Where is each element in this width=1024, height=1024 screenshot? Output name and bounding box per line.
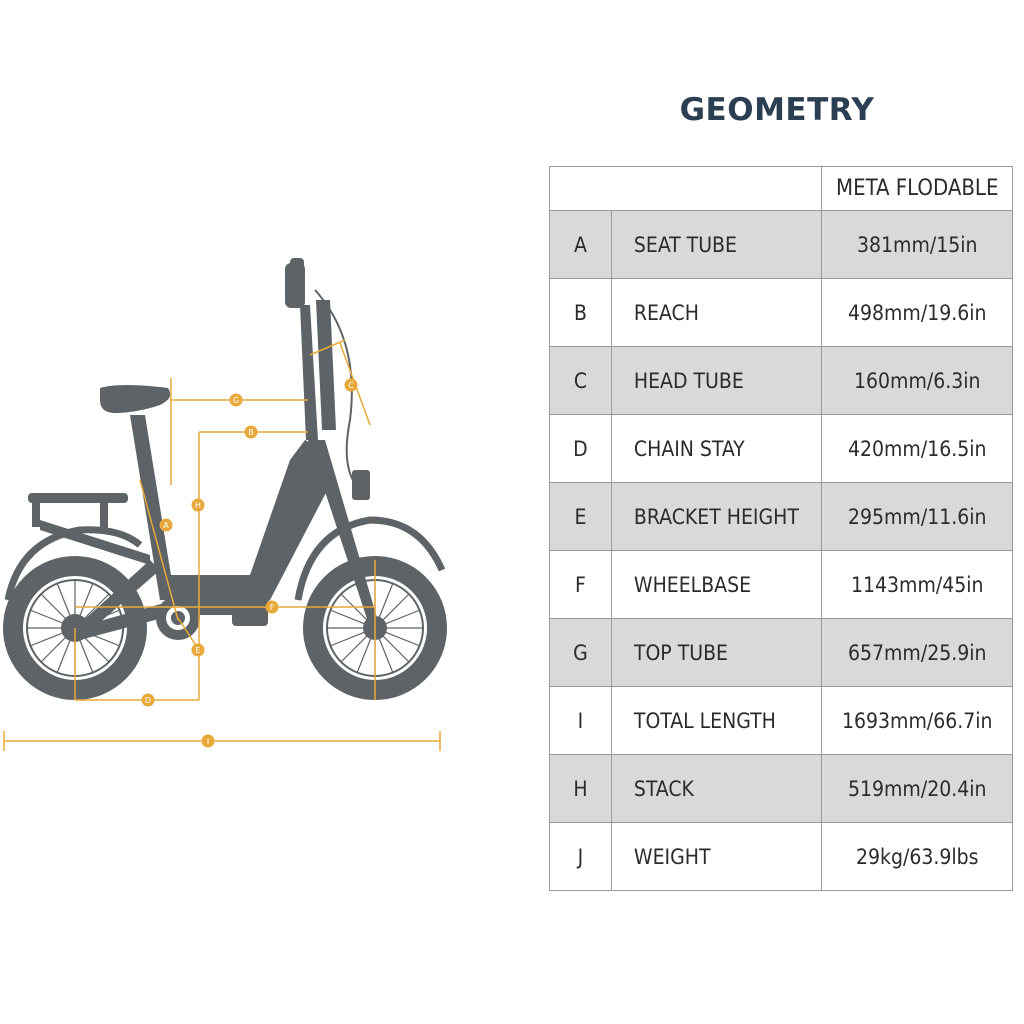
row-name: REACH xyxy=(611,279,822,347)
table-row xyxy=(550,619,1013,687)
marker-g xyxy=(230,394,243,407)
svg-text:H: H xyxy=(194,501,202,510)
row-value: 295mm/11.6in xyxy=(822,483,1013,551)
svg-text:G: G xyxy=(232,396,240,405)
row-name: SEAT TUBE xyxy=(611,211,822,279)
marker-i xyxy=(202,735,215,748)
row-name: HEAD TUBE xyxy=(611,347,822,415)
table-row xyxy=(550,347,1013,415)
marker-f xyxy=(266,601,279,614)
table-row xyxy=(550,483,1013,551)
table-row xyxy=(550,551,1013,619)
header-model: META FLODABLE xyxy=(822,167,1013,211)
svg-text:E: E xyxy=(195,646,201,655)
row-letter: G xyxy=(550,619,612,687)
geometry-table xyxy=(549,166,1013,891)
page-title: GEOMETRY xyxy=(679,92,875,128)
marker-d xyxy=(142,694,155,707)
header-blank-cell xyxy=(550,167,822,211)
row-letter: I xyxy=(550,687,612,755)
table-header-row xyxy=(550,167,1013,211)
table-row xyxy=(550,211,1013,279)
row-letter: E xyxy=(550,483,612,551)
marker-h xyxy=(192,499,205,512)
row-letter: D xyxy=(550,415,612,483)
row-value: 160mm/6.3in xyxy=(822,347,1013,415)
row-letter: F xyxy=(550,551,612,619)
row-name: STACK xyxy=(611,755,822,823)
row-value: 657mm/25.9in xyxy=(822,619,1013,687)
row-name: WHEELBASE xyxy=(611,551,822,619)
row-name: CHAIN STAY xyxy=(611,415,822,483)
row-letter: J xyxy=(550,823,612,891)
row-letter: B xyxy=(550,279,612,347)
table-row xyxy=(550,755,1013,823)
row-letter: C xyxy=(550,347,612,415)
row-name: TOP TUBE xyxy=(611,619,822,687)
svg-text:C: C xyxy=(348,381,354,390)
row-name: TOTAL LENGTH xyxy=(611,687,822,755)
row-value: 498mm/19.6in xyxy=(822,279,1013,347)
row-letter: H xyxy=(550,755,612,823)
row-value: 420mm/16.5in xyxy=(822,415,1013,483)
marker-c xyxy=(345,379,358,392)
svg-text:I: I xyxy=(206,737,210,746)
row-value: 381mm/15in xyxy=(822,211,1013,279)
row-letter: A xyxy=(550,211,612,279)
table-row xyxy=(550,279,1013,347)
row-name: WEIGHT xyxy=(611,823,822,891)
svg-text:A: A xyxy=(163,521,169,530)
row-name: BRACKET HEIGHT xyxy=(611,483,822,551)
row-value: 1143mm/45in xyxy=(822,551,1013,619)
svg-text:D: D xyxy=(144,696,152,705)
bike-geometry-diagram xyxy=(0,250,460,770)
row-value: 29kg/63.9lbs xyxy=(822,823,1013,891)
row-value: 1693mm/66.7in xyxy=(822,687,1013,755)
table-row xyxy=(550,823,1013,891)
marker-b xyxy=(245,426,258,439)
svg-text:B: B xyxy=(248,428,254,437)
row-value: 519mm/20.4in xyxy=(822,755,1013,823)
table-row xyxy=(550,415,1013,483)
marker-a xyxy=(160,519,173,532)
marker-e xyxy=(192,644,205,657)
svg-text:F: F xyxy=(269,603,275,612)
table-row xyxy=(550,687,1013,755)
saddle xyxy=(100,385,170,413)
